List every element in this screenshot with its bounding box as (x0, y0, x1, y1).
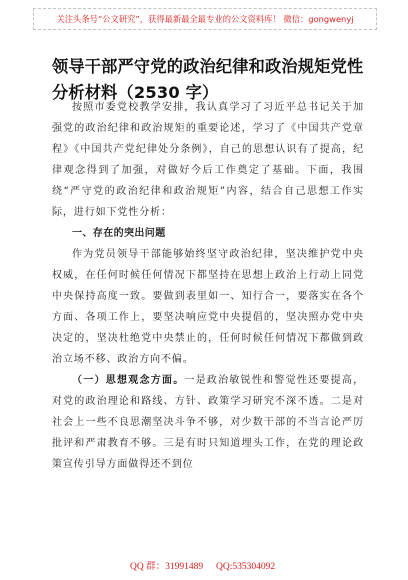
footer-qq-group: QQ 群：31991489 (130, 562, 204, 572)
header-banner: 关注头条号“公文研究”，获得最新最全最专业的公文资料库！ 微信：gongwenyj (33, 8, 377, 30)
intro-paragraph: 按照市委党校教学安排，我认真学习了习近平总书记关于加强党的政治纪律和政治规矩的重要论述，学习了《中国共产党章程》《中国共产党纪律处分条例》，自己的思想认识有了提高，纪律观念得到了加强，对做好今后工作奠定了基础。下面，我围绕“严守党的政治纪律和政治规矩”内容，结合自己思想工作实际，进行如下党性分析： (52, 102, 364, 218)
subsection-heading: （一）思想观念方面。 (72, 375, 185, 386)
body-paragraph: 作为党员领导干部能够始终坚守政治纪律，坚决维护党中央权威，在任何时候任何情况下都坚持在思想上政治上行动上同党中央保持高度一致。要做到表里如一、知行合一，要落实在各个方面、各项工作上，要坚决响应党中央提倡的，坚决照办党中央决定的，坚决杜绝党中央禁止的，任何时候任何情况下都做到政治立场不移、政治方向不偏。 (52, 249, 364, 365)
document-title: 领导干部严守党的政治纪律和政治规矩党性分析材料（2530 字） (52, 57, 364, 102)
document-body (52, 97, 364, 475)
section-heading: 一、存在的突出问题 (72, 228, 166, 239)
body-paragraph-thoughts (52, 370, 364, 475)
subsection-text: 一是政治敏锐性和警觉性还要提高，对党的政治理论和路线、方针、政策学习研究不深不透。二是对社会上一些不良思潮坚决斗争不够，对少数干部的不当言论严厉批评和严肃教育不够。三是有时只知道埋头工作，在党的理论政策宣传引导方面做得还不到位 (52, 375, 364, 470)
footer-qq-number: QQ:535304092 (216, 562, 276, 572)
footer (0, 559, 408, 575)
